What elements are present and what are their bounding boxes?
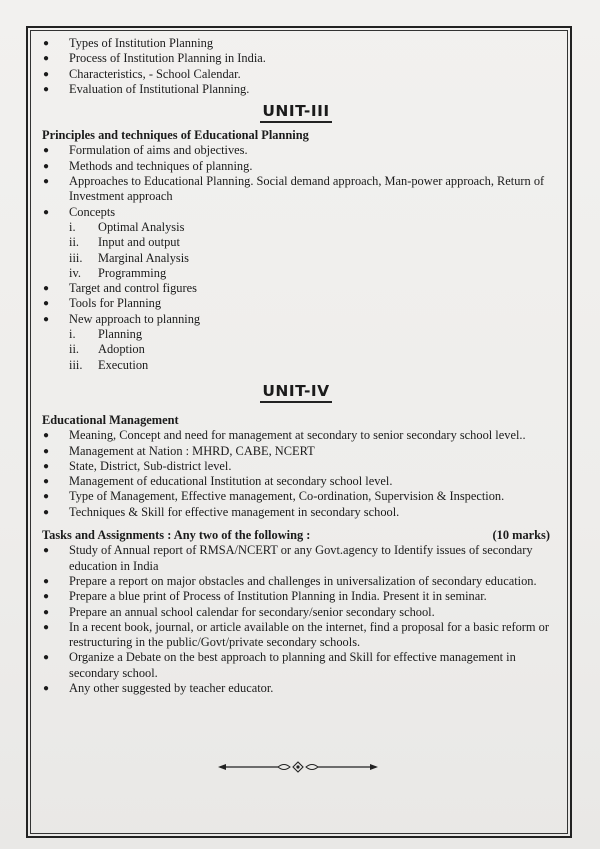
list-item: ● Prepare an annual school calendar for secondary/senior secondary school. bbox=[42, 605, 550, 620]
list-item bbox=[42, 205, 550, 220]
unit-3-title: Principles and techniques of Educational Planning bbox=[42, 128, 309, 143]
list-item: ● Techniques & Skill for effective management in secondary school. bbox=[42, 505, 550, 520]
list-item: ● Methods and techniques of planning. bbox=[42, 159, 550, 174]
tasks-title: Tasks and Assignments : Any two of the following : bbox=[42, 528, 311, 543]
concepts-label: Concepts bbox=[69, 204, 116, 219]
list-item: ● Management of educational Institution at secondary school level. bbox=[42, 474, 550, 489]
tasks-list bbox=[42, 543, 550, 696]
list-item: ● Management at Nation : MHRD, CABE, NCERT bbox=[42, 444, 550, 459]
list-item: ● Target and control figures bbox=[42, 281, 550, 296]
sublist-item: iii. Execution bbox=[69, 357, 149, 372]
list-item: ● Evaluation of Institutional Planning. bbox=[42, 82, 550, 97]
top-list bbox=[42, 36, 550, 97]
sublist-item: i. Optimal Analysis bbox=[69, 219, 185, 234]
list-item: ● In a recent book, journal, or article available on the internet, find a proposal for a basic reform or restructuring in the public/Govt/private secondary schools. bbox=[42, 620, 550, 651]
list-item: ● Meaning, Concept and need for management at secondary to senior secondary school level.. bbox=[42, 428, 550, 443]
divider-ornament-icon bbox=[218, 761, 378, 773]
list-item: ● Process of Institution Planning in India. bbox=[42, 51, 550, 66]
tasks-marks: (10 marks) bbox=[492, 528, 550, 543]
list-item: ● Characteristics, - School Calendar. bbox=[42, 67, 550, 82]
list-item: ● New approach to planning bbox=[42, 312, 550, 327]
list-item: ● Organize a Debate on the best approach to planning and Skill for effective management in secondary school. bbox=[42, 650, 550, 681]
unit-3-list bbox=[42, 143, 550, 219]
list-item: ● Formulation of aims and objectives. bbox=[42, 143, 550, 158]
tasks-heading bbox=[42, 528, 550, 543]
list-item: ● Type of Management, Effective management, Co-ordination, Supervision & Inspection. bbox=[42, 489, 550, 504]
unit-3-heading: UNIT-III bbox=[42, 102, 550, 123]
list-item: ● State, District, Sub-district level. bbox=[42, 459, 550, 474]
new-approach-sublist bbox=[42, 327, 550, 373]
list-item: ● Study of Annual report of RMSA/NCERT or any Govt.agency to Identify issues of secondary education in India bbox=[42, 543, 550, 574]
list-item: ● Approaches to Educational Planning. Social demand approach, Man-power approach, Return of Investment approach bbox=[42, 174, 550, 205]
sublist-item: ii. Adoption bbox=[69, 342, 145, 357]
list-item: ● Prepare a blue print of Process of Institution Planning in India. Present it in seminar. bbox=[42, 589, 550, 604]
sublist-item: i. Planning bbox=[69, 327, 143, 342]
syllabus-content bbox=[42, 36, 550, 696]
unit-4-heading: UNIT-IV bbox=[42, 382, 550, 403]
concepts-sublist bbox=[42, 220, 550, 281]
unit-3-list-continued bbox=[42, 281, 550, 327]
sublist-item: ii. Input and output bbox=[69, 235, 180, 250]
sublist-item: iv. Programming bbox=[69, 265, 167, 280]
list-item: ● Tools for Planning bbox=[42, 296, 550, 311]
list-item: ● Any other suggested by teacher educator. bbox=[42, 681, 550, 696]
list-item: ● Prepare a report on major obstacles and challenges in universalization of secondary education. bbox=[42, 574, 550, 589]
unit-4-title: Educational Management bbox=[42, 412, 179, 427]
sublist-item: iii. Marginal Analysis bbox=[69, 250, 189, 265]
unit-4-list bbox=[42, 428, 550, 520]
list-item: ● Types of Institution Planning bbox=[42, 36, 550, 51]
